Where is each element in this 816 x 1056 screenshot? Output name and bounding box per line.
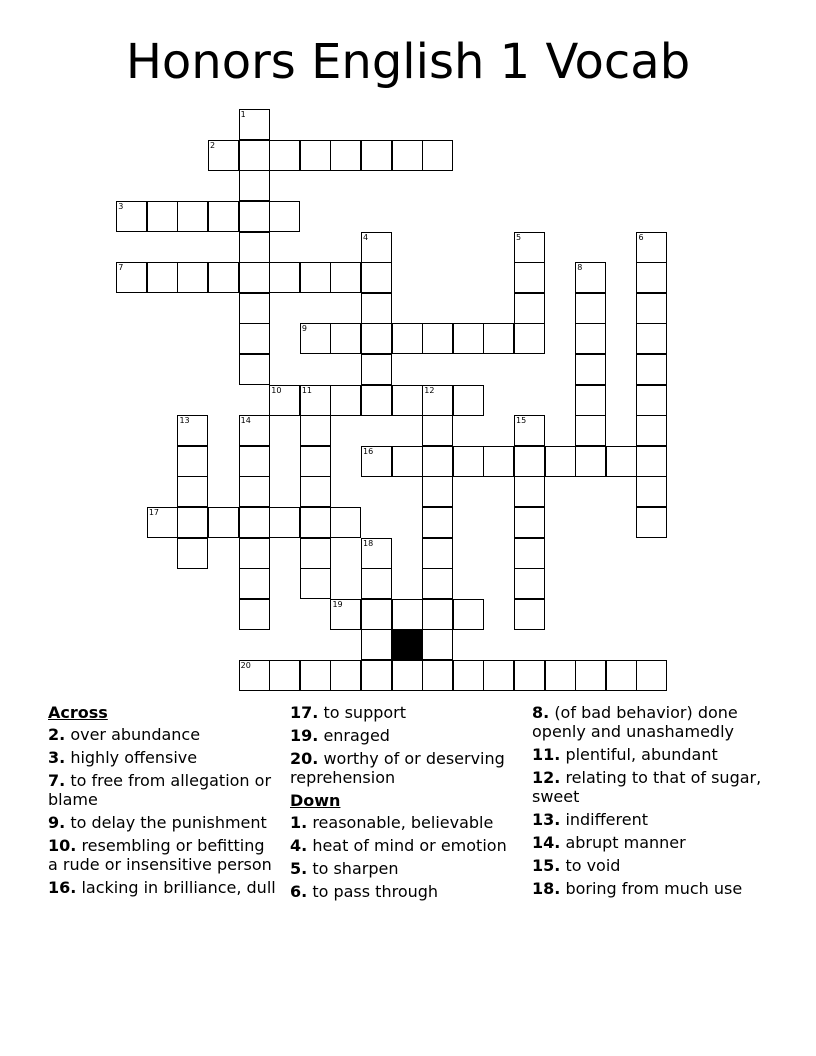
- clue-across-9: [48, 813, 278, 832]
- grid-cell[interactable]: [422, 415, 453, 446]
- clue-column-2: [290, 703, 515, 905]
- grid-cell[interactable]: [361, 385, 392, 416]
- cell-number: 6: [638, 232, 644, 242]
- grid-cell[interactable]: [636, 476, 667, 507]
- grid-cell[interactable]: [422, 476, 453, 507]
- clue-text: to delay the punishment: [70, 813, 267, 832]
- grid-cell[interactable]: [392, 140, 423, 171]
- grid-cell[interactable]: [300, 507, 331, 538]
- grid-cell[interactable]: [575, 385, 606, 416]
- clue-number: 19.: [290, 726, 319, 745]
- grid-cell[interactable]: [636, 293, 667, 324]
- grid-cell[interactable]: [361, 599, 392, 630]
- grid-cell[interactable]: [636, 323, 667, 354]
- grid-cell[interactable]: [514, 293, 545, 324]
- clue-text: heat of mind or emotion: [312, 836, 507, 855]
- grid-cell[interactable]: [453, 385, 484, 416]
- grid-cell[interactable]: [116, 262, 147, 293]
- grid-cell[interactable]: [453, 599, 484, 630]
- grid-cell[interactable]: [300, 568, 331, 599]
- grid-cell[interactable]: [636, 262, 667, 293]
- grid-cell[interactable]: [361, 660, 392, 691]
- grid-cell[interactable]: [177, 201, 208, 232]
- grid-cell[interactable]: [269, 262, 300, 293]
- grid-cell[interactable]: [636, 232, 667, 263]
- grid-cell[interactable]: [361, 538, 392, 569]
- cell-number: 16: [363, 446, 374, 456]
- clue-across-20: [290, 749, 515, 787]
- grid-cell[interactable]: [269, 507, 300, 538]
- clue-number: 18.: [532, 879, 561, 898]
- clue-across-10: [48, 836, 278, 874]
- grid-cell[interactable]: [269, 201, 300, 232]
- grid-cell[interactable]: [177, 507, 208, 538]
- clue-across-19: [290, 726, 515, 745]
- grid-cell[interactable]: [483, 446, 514, 477]
- grid-cell[interactable]: [330, 507, 361, 538]
- clue-number: 15.: [532, 856, 561, 875]
- clue-text: boring from much use: [565, 879, 743, 898]
- clue-text: worthy of or deserving reprehension: [290, 749, 505, 787]
- cell-number: 18: [363, 538, 374, 548]
- clue-text: enraged: [323, 726, 390, 745]
- clue-down-18: [532, 879, 772, 898]
- grid-cell[interactable]: [269, 140, 300, 171]
- grid-cell[interactable]: [239, 538, 270, 569]
- grid-cell[interactable]: [636, 660, 667, 691]
- clue-down-11: [532, 745, 772, 764]
- grid-cell[interactable]: [361, 446, 392, 477]
- grid-cell[interactable]: [147, 262, 178, 293]
- grid-cell[interactable]: [545, 660, 576, 691]
- cell-number: 3: [118, 202, 124, 212]
- clue-number: 2.: [48, 725, 66, 744]
- grid-cell[interactable]: [575, 323, 606, 354]
- cell-number: 17: [148, 508, 160, 518]
- grid-cell[interactable]: [239, 507, 270, 538]
- grid-cell[interactable]: [361, 354, 392, 385]
- grid-cell[interactable]: [514, 599, 545, 630]
- grid-cell[interactable]: [575, 354, 606, 385]
- grid-cell[interactable]: [361, 323, 392, 354]
- clue-number: 11.: [532, 745, 561, 764]
- grid-cell[interactable]: [392, 599, 423, 630]
- grid-cell[interactable]: [636, 385, 667, 416]
- clue-across-17: [290, 703, 515, 722]
- grid-cell[interactable]: [606, 660, 637, 691]
- grid-cell[interactable]: [330, 323, 361, 354]
- grid-cell[interactable]: [575, 415, 606, 446]
- clue-number: 7.: [48, 771, 66, 790]
- cell-number: 12: [424, 385, 435, 395]
- grid-cell[interactable]: [147, 201, 178, 232]
- grid-cell[interactable]: [575, 293, 606, 324]
- grid-cell[interactable]: [636, 446, 667, 477]
- clue-down-12: [532, 768, 772, 806]
- grid-cell[interactable]: [177, 538, 208, 569]
- grid-cell[interactable]: [361, 140, 392, 171]
- clue-text: indifferent: [565, 810, 648, 829]
- grid-cell[interactable]: [514, 262, 545, 293]
- grid-cell[interactable]: [514, 568, 545, 599]
- grid-cell[interactable]: [453, 446, 484, 477]
- grid-cell[interactable]: [422, 507, 453, 538]
- grid-cell[interactable]: [361, 262, 392, 293]
- clue-down-8: [532, 703, 772, 741]
- grid-cell[interactable]: [361, 232, 392, 263]
- grid-cell[interactable]: [300, 140, 331, 171]
- grid-cell[interactable]: [300, 415, 331, 446]
- clue-down-5: [290, 859, 515, 878]
- grid-cell[interactable]: [330, 140, 361, 171]
- grid-cell[interactable]: [514, 507, 545, 538]
- grid-cell[interactable]: [239, 140, 270, 171]
- grid-cell[interactable]: [636, 354, 667, 385]
- grid-cell[interactable]: [269, 385, 300, 416]
- clue-text: highly offensive: [70, 748, 198, 767]
- cell-number: 10: [271, 385, 282, 395]
- cell-number: 1: [240, 110, 246, 120]
- grid-cell[interactable]: [575, 660, 606, 691]
- grid-cell[interactable]: [514, 232, 545, 263]
- clue-text: to sharpen: [312, 859, 399, 878]
- clue-text: to void: [565, 856, 621, 875]
- clue-column-1: [48, 703, 278, 901]
- clue-down-14: [532, 833, 772, 852]
- cell-number: 7: [118, 263, 124, 273]
- grid-cell[interactable]: [422, 140, 453, 171]
- clue-down-6: [290, 882, 515, 901]
- grid-cell[interactable]: [147, 507, 178, 538]
- grid-block: [392, 629, 423, 660]
- grid-cell[interactable]: [239, 568, 270, 599]
- clue-column-3: [532, 703, 772, 902]
- clue-number: 14.: [532, 833, 561, 852]
- grid-cell[interactable]: [392, 446, 423, 477]
- cell-number: 4: [363, 232, 369, 242]
- grid-cell[interactable]: [300, 323, 331, 354]
- clue-number: 3.: [48, 748, 66, 767]
- grid-cell[interactable]: [239, 293, 270, 324]
- grid-cell[interactable]: [361, 293, 392, 324]
- grid-cell[interactable]: [177, 262, 208, 293]
- grid-cell[interactable]: [300, 538, 331, 569]
- cell-number: 13: [179, 416, 190, 426]
- grid-cell[interactable]: [514, 660, 545, 691]
- cell-number: 14: [240, 416, 251, 426]
- grid-cell[interactable]: [177, 415, 208, 446]
- grid-cell[interactable]: [239, 170, 270, 201]
- clue-text: to free from allegation or blame: [48, 771, 272, 809]
- grid-cell[interactable]: [453, 323, 484, 354]
- grid-cell[interactable]: [422, 629, 453, 660]
- clue-down-1: [290, 813, 515, 832]
- grid-cell[interactable]: [392, 385, 423, 416]
- grid-cell[interactable]: [575, 446, 606, 477]
- grid-cell[interactable]: [514, 415, 545, 446]
- clue-number: 13.: [532, 810, 561, 829]
- grid-cell[interactable]: [208, 201, 239, 232]
- clue-number: 4.: [290, 836, 308, 855]
- clue-text: reasonable, believable: [312, 813, 494, 832]
- grid-cell[interactable]: [239, 660, 270, 691]
- grid-cell[interactable]: [208, 507, 239, 538]
- clue-down-4: [290, 836, 515, 855]
- grid-cell[interactable]: [300, 476, 331, 507]
- clue-text: (of bad behavior) done openly and unashamedly: [532, 703, 738, 741]
- grid-cell[interactable]: [269, 660, 300, 691]
- grid-cell[interactable]: [300, 446, 331, 477]
- grid-cell[interactable]: [300, 262, 331, 293]
- clue-across-2: [48, 725, 278, 744]
- grid-cell[interactable]: [636, 507, 667, 538]
- grid-cell[interactable]: [239, 446, 270, 477]
- grid-cell[interactable]: [330, 599, 361, 630]
- grid-cell[interactable]: [392, 323, 423, 354]
- cell-number: 5: [516, 232, 522, 242]
- clue-text: to pass through: [312, 882, 439, 901]
- grid-cell[interactable]: [422, 446, 453, 477]
- clue-across-16: [48, 878, 278, 897]
- clue-down-13: [532, 810, 772, 829]
- grid-cell[interactable]: [606, 446, 637, 477]
- grid-cell[interactable]: [239, 201, 270, 232]
- grid-cell[interactable]: [239, 476, 270, 507]
- grid-cell[interactable]: [177, 446, 208, 477]
- clue-text: lacking in brilliance, dull: [81, 878, 276, 897]
- grid-cell[interactable]: [239, 262, 270, 293]
- grid-cell[interactable]: [361, 629, 392, 660]
- clue-number: 10.: [48, 836, 77, 855]
- clue-number: 12.: [532, 768, 561, 787]
- grid-cell[interactable]: [208, 140, 239, 171]
- grid-cell[interactable]: [239, 599, 270, 630]
- grid-cell[interactable]: [483, 323, 514, 354]
- grid-cell[interactable]: [330, 385, 361, 416]
- grid-cell[interactable]: [422, 538, 453, 569]
- grid-cell[interactable]: [514, 446, 545, 477]
- grid-cell[interactable]: [422, 660, 453, 691]
- clue-text: plentiful, abundant: [565, 745, 718, 764]
- clue-number: 1.: [290, 813, 308, 832]
- grid-cell[interactable]: [545, 446, 576, 477]
- grid-cell[interactable]: [483, 660, 514, 691]
- grid-cell[interactable]: [300, 660, 331, 691]
- clue-number: 20.: [290, 749, 319, 768]
- grid-cell[interactable]: [208, 262, 239, 293]
- grid-cell[interactable]: [239, 354, 270, 385]
- cell-number: 8: [577, 263, 583, 273]
- clue-number: 8.: [532, 703, 550, 722]
- cell-number: 20: [240, 661, 251, 671]
- cell-number: 2: [210, 140, 216, 150]
- cell-number: 19: [332, 599, 343, 609]
- grid-cell[interactable]: [177, 476, 208, 507]
- clue-text: relating to that of sugar, sweet: [532, 768, 762, 806]
- clue-number: 9.: [48, 813, 66, 832]
- grid-cell[interactable]: [330, 660, 361, 691]
- down-heading: Down: [290, 791, 341, 810]
- grid-cell[interactable]: [514, 476, 545, 507]
- page-title: Honors English 1 Vocab: [125, 34, 691, 90]
- clue-text: resembling or befitting a rude or insensitive person: [48, 836, 272, 874]
- grid-cell[interactable]: [422, 323, 453, 354]
- clue-number: 5.: [290, 859, 308, 878]
- grid-cell[interactable]: [422, 385, 453, 416]
- grid-cell[interactable]: [453, 660, 484, 691]
- grid-cell[interactable]: [575, 262, 606, 293]
- clue-down-15: [532, 856, 772, 875]
- cell-number: 15: [516, 416, 527, 426]
- grid-cell[interactable]: [422, 568, 453, 599]
- grid-cell[interactable]: [361, 568, 392, 599]
- cell-number: 11: [301, 385, 313, 395]
- grid-cell[interactable]: [239, 232, 270, 263]
- grid-cell[interactable]: [636, 415, 667, 446]
- cell-number: 9: [301, 324, 307, 334]
- clue-number: 17.: [290, 703, 319, 722]
- grid-cell[interactable]: [422, 599, 453, 630]
- clue-across-3: [48, 748, 278, 767]
- grid-cell[interactable]: [116, 201, 147, 232]
- grid-cell[interactable]: [330, 262, 361, 293]
- grid-cell[interactable]: [514, 323, 545, 354]
- clue-text: to support: [323, 703, 407, 722]
- grid-cell[interactable]: [239, 323, 270, 354]
- clue-number: 6.: [290, 882, 308, 901]
- clue-text: abrupt manner: [565, 833, 686, 852]
- grid-cell[interactable]: [392, 660, 423, 691]
- grid-cell[interactable]: [514, 538, 545, 569]
- across-heading: Across: [48, 703, 108, 722]
- clue-across-7: [48, 771, 278, 809]
- grid-cell[interactable]: [239, 109, 270, 140]
- grid-cell[interactable]: [239, 415, 270, 446]
- grid-cell[interactable]: [300, 385, 331, 416]
- clue-number: 16.: [48, 878, 77, 897]
- clue-text: over abundance: [70, 725, 201, 744]
